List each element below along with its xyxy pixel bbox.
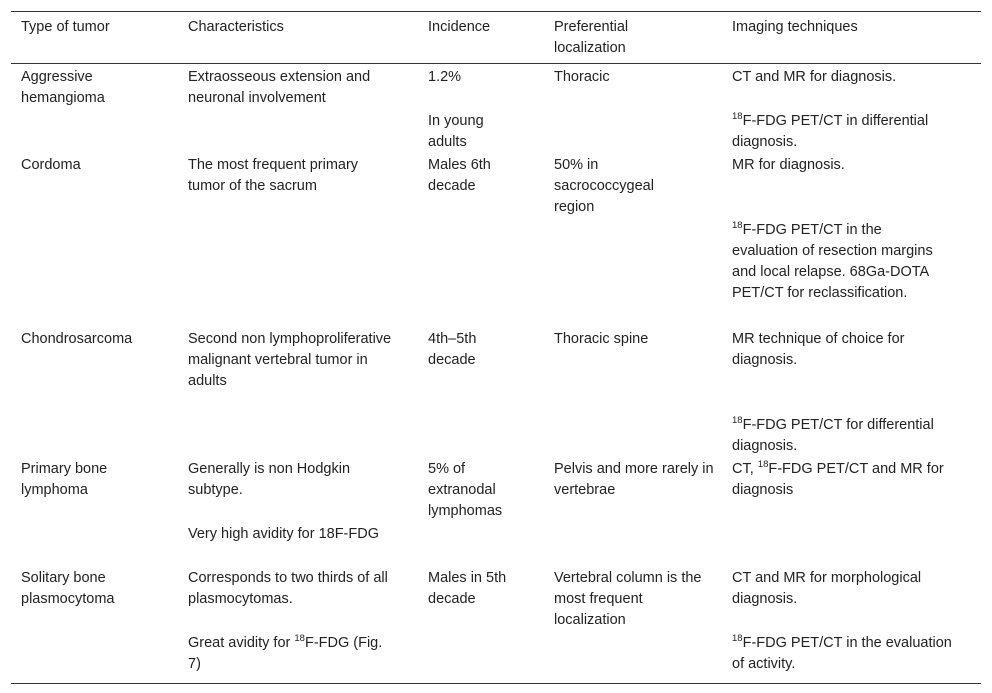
- header-divider: [11, 63, 981, 64]
- row-2-incidence: Males 6th decade: [428, 157, 491, 194]
- row-5-localization: Vertebral column is the most frequent localization: [554, 570, 702, 628]
- row-4-imaging: CT, $^{18}$F-FDG PET/CT and MR for diagnosis: [732, 459, 944, 498]
- row-3-incidence: 4th–5th decade: [428, 331, 477, 368]
- row-4-localization: Pelvis and more rarely in vertebrae: [554, 461, 714, 498]
- row-3-localization: Thoracic spine: [554, 331, 649, 347]
- row-5-type: Solitary bone plasmocytoma: [21, 570, 115, 607]
- row-2-imaging: MR for diagnosis. $^{18}$F-FDG PET/CT in the evaluation of resection margins and local relapse. 68Ga-DOTA PET/CT for reclassification.: [732, 157, 933, 301]
- row-3-imaging: MR technique of choice for diagnosis. $^{18}$F-FDG PET/CT for differential diagnosis.: [732, 331, 934, 454]
- row-4-incidence: 5% of extranodal lymphomas: [428, 461, 503, 519]
- header-type: Type of tumor: [21, 19, 110, 35]
- header-characteristics: Characteristics: [188, 19, 284, 35]
- row-1-imaging: CT and MR for diagnosis. $^{18}$F-FDG PET/CT in differential diagnosis.: [732, 69, 929, 150]
- row-5-imaging: CT and MR for morphological diagnosis. $^{18}$F-FDG PET/CT in the evaluation of activity.: [732, 570, 952, 672]
- header-imaging: Imaging techniques: [732, 19, 858, 35]
- row-3-type: Chondrosarcoma: [21, 331, 133, 347]
- row-5-incidence: Males in 5th decade: [428, 570, 507, 607]
- row-2-localization: 50% in sacrococcygeal region: [554, 157, 654, 215]
- row-5-characteristics: Corresponds to two thirds of all plasmocytomas. Great avidity for $^{18}$F-FDG (Fig. 7): [188, 570, 388, 672]
- row-1-incidence: 1.2% In young adults: [428, 69, 484, 150]
- row-4-type: Primary bone lymphoma: [21, 461, 108, 498]
- tumor-table: [11, 11, 981, 684]
- row-2-characteristics: The most frequent primary tumor of the sacrum: [188, 157, 359, 194]
- row-1-type: Aggressive hemangioma: [21, 69, 105, 106]
- row-2-type: Cordoma: [21, 157, 81, 173]
- header-incidence: Incidence: [428, 19, 491, 35]
- row-1-characteristics: Extraosseous extension and neuronal involvement: [188, 69, 371, 106]
- row-4-characteristics: Generally is non Hodgkin subtype. Very high avidity for 18F-FDG: [188, 461, 379, 542]
- header-localization: Preferential localization: [554, 19, 629, 56]
- row-1-localization: Thoracic: [554, 69, 610, 85]
- row-3-characteristics: Second non lymphoproliferative malignant vertebral tumor in adults: [188, 331, 392, 389]
